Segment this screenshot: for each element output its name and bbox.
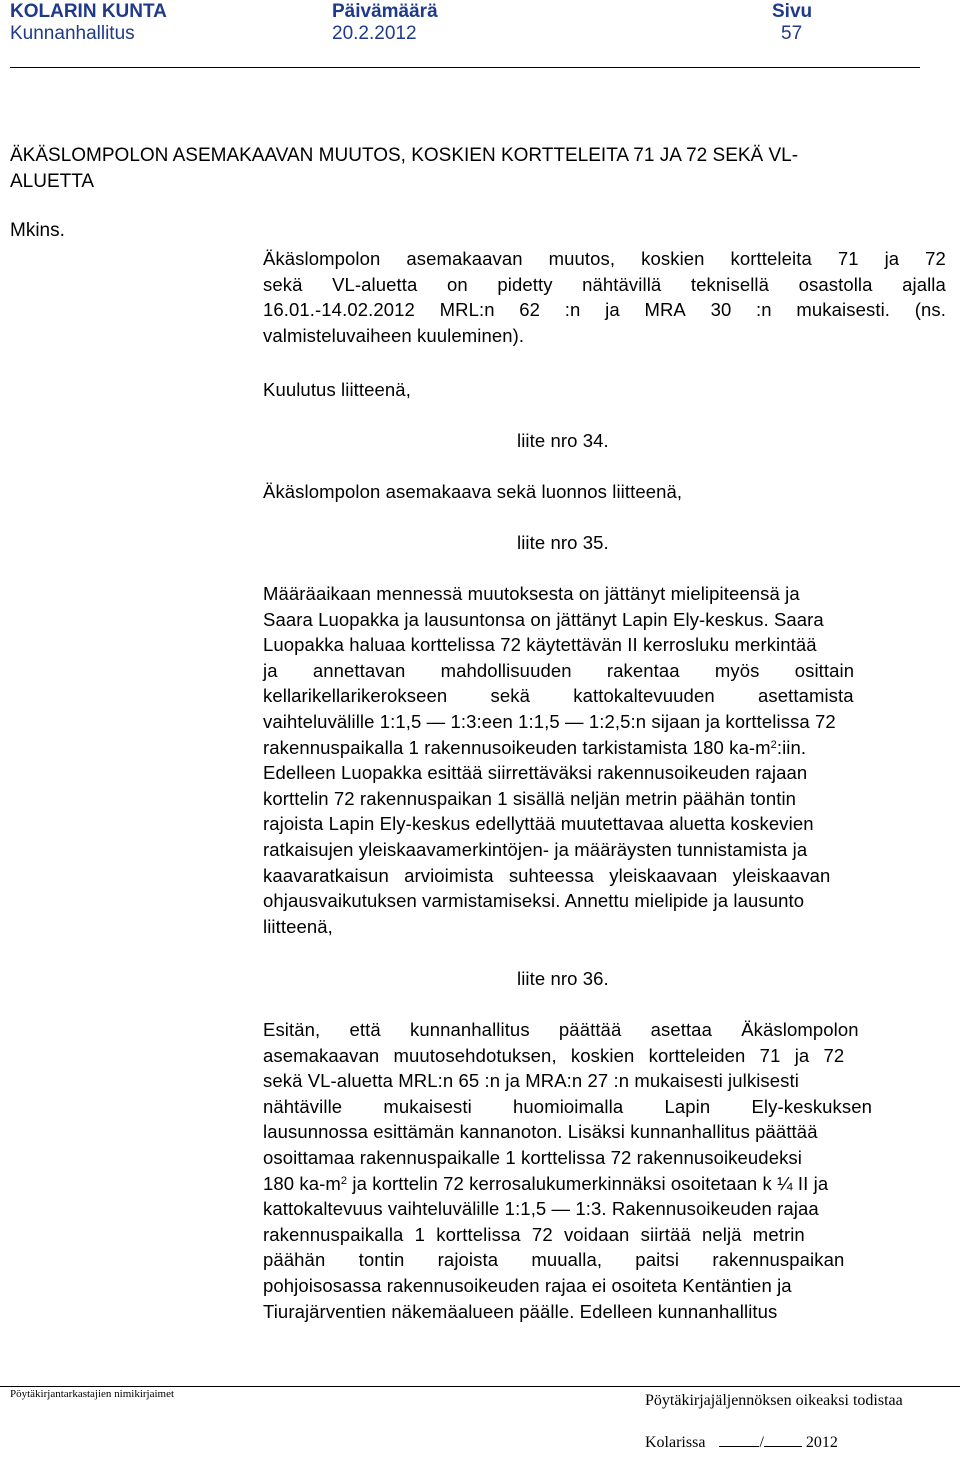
footer-initials-label: Pöytäkirjantarkastajien nimikirjaimet bbox=[10, 1388, 175, 1400]
text-line: kellarikellarikerokseen sekä kattokaltevuuden asettamista bbox=[263, 685, 854, 707]
paragraph-3 bbox=[263, 1017, 946, 1324]
text-line: korttelin 72 rakennuspaikan 1 sisällä neljän metrin päähän tontin bbox=[263, 787, 797, 809]
footer-day-blank bbox=[719, 1446, 759, 1447]
attachment-ref: liite nro 35. bbox=[517, 532, 609, 553]
text-line: rakennuspaikalla 1 rakennusoikeuden tarkistamista 180 $ka-m^2:iin$. bbox=[263, 736, 807, 758]
footer-month-blank bbox=[764, 1446, 802, 1447]
text-line: kattokaltevuus vaihteluvälille 1:1,5 — 1:3. Rakennusoikeuden rajaa bbox=[263, 1198, 819, 1220]
text-line: 16.01.-14.02.2012 MRL:n 62 :n ja MRA 30 :n mukaisesti. (ns. bbox=[263, 299, 946, 321]
meeting-date: 20.2.2012 bbox=[332, 23, 417, 44]
footer-divider bbox=[0, 1386, 960, 1387]
title-line: ÄKÄSLOMPOLON ASEMAKAAVAN MUUTOS, KOSKIEN KORTTELEITA 71 JA 72 SEKÄ VL- bbox=[10, 145, 799, 166]
text-line: liitteenä, bbox=[263, 915, 333, 937]
text-line: nähtäville mukaisesti huomioimalla Lapin Ely-keskuksen bbox=[263, 1095, 873, 1117]
text-line: asemakaavan muutosehdotuksen, koskien kortteleiden 71 ja 72 bbox=[263, 1044, 845, 1066]
text-line: osoittamaa rakennuspaikalle 1 korttelissa 72 rakennusoikeudeksi bbox=[263, 1146, 802, 1168]
page-number: 57 bbox=[781, 23, 803, 44]
footer-place: Kolarissa bbox=[645, 1434, 706, 1451]
board-name: Kunnanhallitus bbox=[10, 23, 135, 44]
text-line: Tiurajärventien näkemäalueen päälle. Edelleen kunnanhallitus bbox=[263, 1300, 778, 1322]
attachment-text: Äkäslompolon asemakaava sekä luonnos liitteenä, bbox=[263, 481, 683, 502]
text-line: rajoista Lapin Ely-keskus edellyttää muutettavaa aluetta koskevien bbox=[263, 813, 814, 835]
paragraph-1 bbox=[263, 246, 946, 348]
footer-signature-line bbox=[645, 1434, 838, 1452]
attachment-text: Kuulutus liitteenä, bbox=[263, 379, 411, 400]
paragraph-2 bbox=[263, 581, 946, 939]
text-line: Äkäslompolon asemakaavan muutos, koskien kortteleita 71 ja 72 bbox=[263, 248, 946, 269]
text-line: vaihteluvälille 1:1,5 — 1:3:een 1:1,5 — 1:2,5:n sijaan ja korttelissa 72 bbox=[263, 710, 836, 732]
document-title bbox=[10, 143, 950, 195]
text-line: lausunnossa esittämän kannanoton. Lisäksi kunnanhallitus päättää bbox=[263, 1121, 818, 1143]
text-line: pohjoisosassa rakennusoikeuden rajaa ei osoiteta Kentäntien ja bbox=[263, 1274, 792, 1296]
text-line: kaavaratkaisun arvioimista suhteessa yleiskaavaan yleiskaavan bbox=[263, 864, 831, 886]
text-line: ohjausvaikutuksen varmistamiseksi. Annettu mielipide ja lausunto bbox=[263, 890, 805, 912]
footer-slash: / bbox=[759, 1434, 764, 1451]
text-line: sekä VL-aluetta MRL:n 65 :n ja MRA:n 27 :n mukaisesti julkisesti bbox=[263, 1070, 799, 1092]
date-label: Päivämäärä bbox=[332, 1, 438, 22]
attachment-ref: liite nro 36. bbox=[517, 968, 609, 989]
text-line: rakennuspaikalla 1 korttelissa 72 voidaan siirtää neljä metrin bbox=[263, 1223, 805, 1245]
title-line: ALUETTA bbox=[10, 171, 95, 192]
text-line: päähän tontin rajoista muualla, paitsi rakennuspaikan bbox=[263, 1249, 845, 1271]
text-line: 180 $ka-m^2$ ja korttelin 72 kerrosalukumerkinnäksi osoitetaan k ¼ II ja bbox=[263, 1172, 829, 1194]
text-line: valmisteluvaiheen kuuleminen). bbox=[263, 324, 525, 346]
attachment-ref: liite nro 34. bbox=[517, 430, 609, 451]
text-line: Esitän, että kunnanhallitus päättää asettaa Äkäslompolon bbox=[263, 1019, 859, 1040]
text-line: ratkaisujen yleiskaavamerkintöjen- ja määräysten tunnistamista ja bbox=[263, 838, 808, 860]
text-line: Edelleen Luopakka esittää siirrettäväksi rakennusoikeuden rajaan bbox=[263, 762, 808, 784]
footer-certify-label: Pöytäkirjajäljennöksen oikeaksi todistaa bbox=[645, 1392, 903, 1409]
text-line: Saara Luopakka ja lausuntonsa on jättänyt Lapin Ely-keskus. Saara bbox=[263, 608, 824, 630]
text-line: ja annettavan mahdollisuuden rakentaa myös osittain bbox=[263, 659, 855, 681]
footer-year: 2012 bbox=[805, 1434, 838, 1451]
section-label: Mkins. bbox=[10, 220, 65, 241]
org-name: KOLARIN KUNTA bbox=[10, 1, 167, 22]
page-label: Sivu bbox=[772, 1, 813, 22]
text-line: sekä VL-aluetta on pidetty nähtävillä teknisellä osastolla ajalla bbox=[263, 273, 946, 295]
text-line: Luopakka haluaa korttelissa 72 käytettävän II kerrosluku merkintää bbox=[263, 634, 817, 656]
text-line: Määräaikaan mennessä muutoksesta on jättänyt mielipiteensä ja bbox=[263, 583, 800, 604]
header-divider bbox=[10, 67, 920, 68]
